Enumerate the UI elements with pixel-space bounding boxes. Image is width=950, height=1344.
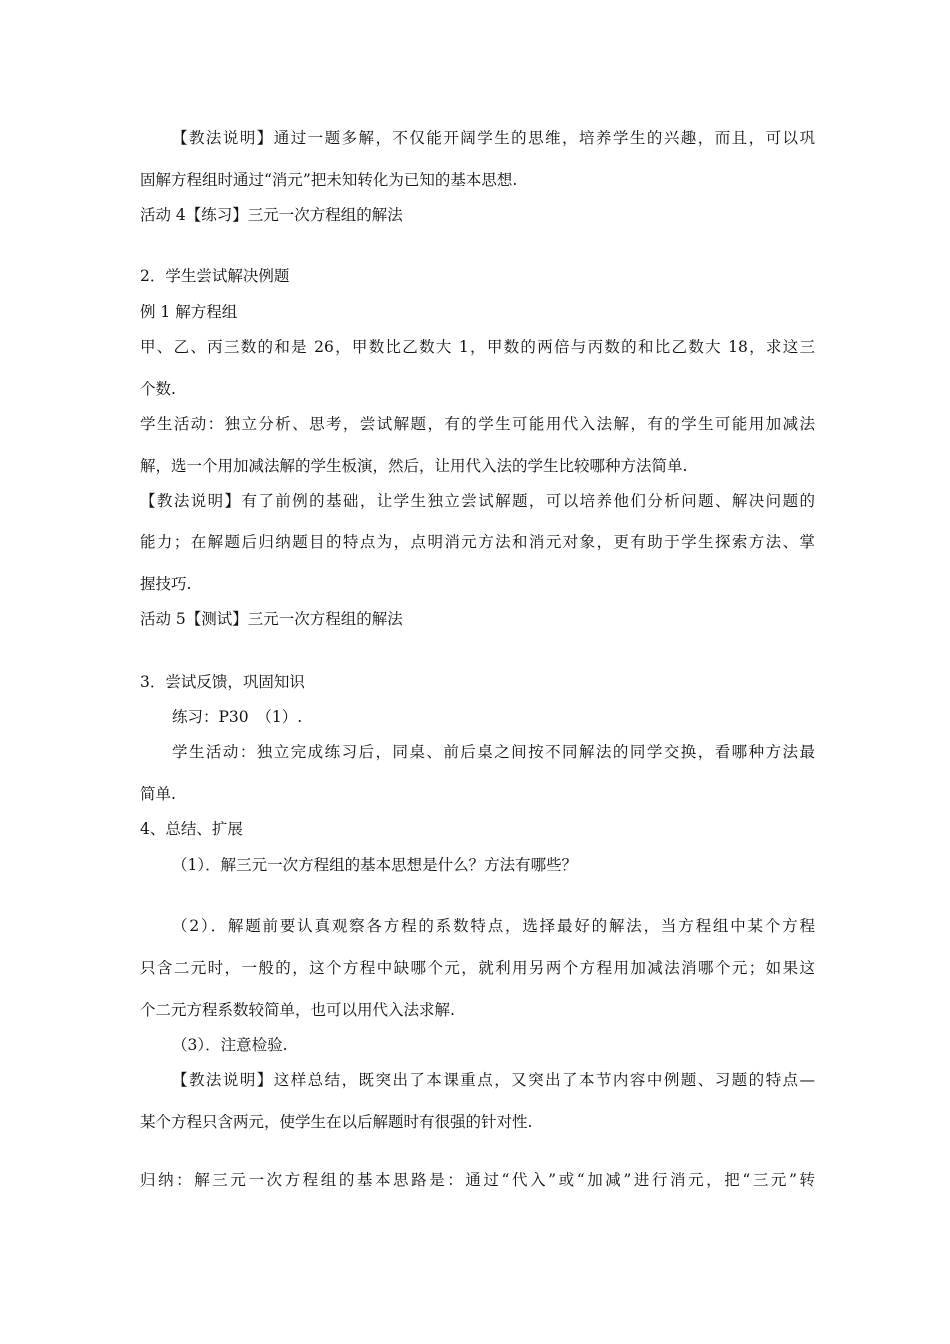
paragraph-line: 练习：P30 （1）. [172, 708, 303, 726]
section-heading: 活动 5【测试】三元一次方程组的解法 [140, 610, 403, 628]
paragraph-line: 握技巧. [140, 575, 192, 593]
subsection-heading: 2．学生尝试解决例题 [140, 267, 290, 285]
paragraph-line: 【教法说明】这样总结，既突出了本课重点，又突出了本节内容中例题、习题的特点— [172, 1071, 815, 1089]
list-item: （1）．解三元一次方程组的基本思想是什么？方法有哪些？ [172, 856, 578, 874]
paragraph-line: 解，选一个用加减法解的学生板演，然后，让用代入法的学生比较哪种方法简单. [140, 457, 688, 475]
paragraph-line: 【教法说明】通过一题多解，不仅能开阔学生的思维，培养学生的兴趣，而且，可以巩 [172, 129, 815, 147]
paragraph-line: 能力；在解题后归纳题目的特点为，点明消元方法和消元对象，更有助于学生探索方法、掌 [140, 533, 815, 551]
paragraph-line: 个数. [140, 380, 176, 398]
paragraph-line: 固解方程组时通过“消元”把未知转化为已知的基本思想. [140, 171, 518, 189]
paragraph-line: 学生活动：独立完成练习后，同桌、前后桌之间按不同解法的同学交换，看哪种方法最 [172, 743, 815, 761]
subsection-heading: 4、总结、扩展 [140, 820, 243, 838]
paragraph-line: 个二元方程系数较简单，也可以用代入法求解. [140, 1001, 455, 1019]
paragraph-line: 甲、乙、丙三数的和是 26，甲数比乙数大 1，甲数的两倍与丙数的和比乙数大 18，求这三 [140, 338, 815, 356]
paragraph-line: 简单. [140, 785, 176, 803]
example-heading: 例 1 解方程组 [140, 303, 238, 321]
paragraph-line: 只含二元时，一般的，这个方程中缺哪个元，就利用另两个方程用加减法消哪个元；如果这 [140, 959, 815, 977]
paragraph-line: 学生活动：独立分析、思考，尝试解题，有的学生可能用代入法解，有的学生可能用加减法 [140, 415, 815, 433]
list-item: （2）．解题前要认真观察各方程的系数特点，选择最好的解法，当方程组中某个方程 [172, 917, 815, 935]
section-heading: 活动 4【练习】三元一次方程组的解法 [140, 206, 403, 224]
paragraph-line: 【教法说明】有了前例的基础，让学生独立尝试解题，可以培养他们分析问题、解决问题的 [140, 492, 815, 510]
paragraph-line: 归纳：解三元一次方程组的基本思路是：通过“代入”或“加减”进行消元，把“三元”转 [140, 1171, 815, 1189]
paragraph-line: 某个方程只含两元，使学生在以后解题时有很强的针对性. [140, 1113, 533, 1131]
subsection-heading: 3．尝试反馈，巩固知识 [140, 673, 305, 691]
list-item: （3）．注意检验. [172, 1036, 288, 1054]
